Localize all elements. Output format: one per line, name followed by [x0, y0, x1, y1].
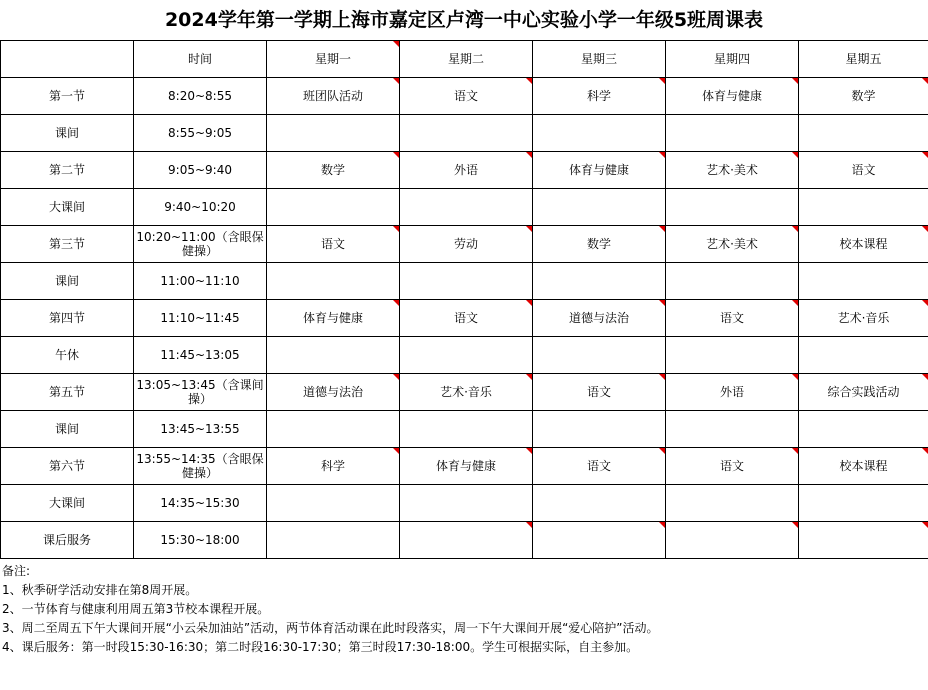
subject-cell[interactable]: 外语	[400, 152, 533, 189]
subject-cell[interactable]	[533, 485, 666, 522]
header-day-cell[interactable]: 星期一	[267, 41, 400, 78]
subject-cell[interactable]: 艺术·美术	[666, 152, 799, 189]
subject-cell[interactable]: 语文	[666, 300, 799, 337]
subject-cell[interactable]: 班团队活动	[267, 78, 400, 115]
subject-cell[interactable]: 科学	[267, 448, 400, 485]
table-row	[1, 78, 928, 115]
subject-cell[interactable]: 语文	[267, 226, 400, 263]
subject-cell[interactable]	[666, 189, 799, 226]
subject-cell[interactable]	[400, 189, 533, 226]
subject-cell[interactable]	[666, 115, 799, 152]
subject-cell[interactable]: 校本课程	[799, 226, 928, 263]
table-row	[1, 226, 928, 263]
subject-cell[interactable]	[666, 522, 799, 559]
time-cell[interactable]: 14:35~15:30	[134, 485, 267, 522]
subject-cell[interactable]	[400, 522, 533, 559]
subject-cell[interactable]	[533, 411, 666, 448]
subject-cell[interactable]: 语文	[533, 448, 666, 485]
table-row	[1, 448, 928, 485]
subject-cell[interactable]	[666, 263, 799, 300]
subject-cell[interactable]	[799, 337, 928, 374]
header-day-cell[interactable]: 星期三	[533, 41, 666, 78]
subject-cell[interactable]: 艺术·美术	[666, 226, 799, 263]
period-cell[interactable]: 第四节	[1, 300, 134, 337]
table-row	[1, 152, 928, 189]
period-cell[interactable]: 课间	[1, 115, 134, 152]
note-item: 1、秋季研学活动安排在第8周开展。	[2, 583, 198, 597]
period-cell[interactable]: 大课间	[1, 485, 134, 522]
subject-cell[interactable]	[400, 411, 533, 448]
subject-cell[interactable]	[533, 337, 666, 374]
time-cell[interactable]: 9:40~10:20	[134, 189, 267, 226]
subject-cell[interactable]	[799, 522, 928, 559]
time-cell[interactable]: 8:55~9:05	[134, 115, 267, 152]
notes-heading: 备注:	[2, 564, 31, 578]
period-cell[interactable]: 第二节	[1, 152, 134, 189]
table-row	[1, 115, 928, 152]
table-row	[1, 522, 928, 559]
period-cell[interactable]: 第五节	[1, 374, 134, 411]
subject-cell[interactable]	[799, 411, 928, 448]
subject-cell[interactable]: 艺术·音乐	[400, 374, 533, 411]
header-row	[1, 41, 928, 78]
header-time-cell[interactable]: 时间	[134, 41, 267, 78]
period-cell[interactable]: 第六节	[1, 448, 134, 485]
time-cell[interactable]: 13:55~14:35（含眼保健操）	[134, 448, 267, 485]
page-title: 2024学年第一学期上海市嘉定区卢湾一中心实验小学一年级5班周课表	[164, 9, 764, 31]
subject-cell[interactable]: 科学	[533, 78, 666, 115]
notes-section	[2, 562, 926, 657]
note-item: 2、一节体育与健康利用周五第3节校本课程开展。	[2, 602, 270, 616]
period-cell[interactable]: 第一节	[1, 78, 134, 115]
time-cell[interactable]: 11:45~13:05	[134, 337, 267, 374]
subject-cell[interactable]	[400, 263, 533, 300]
subject-cell[interactable]: 数学	[267, 152, 400, 189]
subject-cell[interactable]	[533, 522, 666, 559]
header-day-cell[interactable]: 星期四	[666, 41, 799, 78]
subject-cell[interactable]	[533, 189, 666, 226]
time-cell[interactable]: 13:45~13:55	[134, 411, 267, 448]
table-row	[1, 189, 928, 226]
subject-cell[interactable]: 道德与法治	[267, 374, 400, 411]
time-cell[interactable]: 8:20~8:55	[134, 78, 267, 115]
subject-cell[interactable]: 体育与健康	[267, 300, 400, 337]
subject-cell[interactable]	[400, 485, 533, 522]
time-cell[interactable]: 11:10~11:45	[134, 300, 267, 337]
time-cell[interactable]: 13:05~13:45（含课间操）	[134, 374, 267, 411]
note-item: 4、课后服务：第一时段15:30-16:30；第二时段16:30-17:30；第三时段17:30-18:00。学生可根据实际，自主参加。	[2, 640, 639, 654]
period-cell[interactable]: 课间	[1, 411, 134, 448]
header-day-cell[interactable]: 星期二	[400, 41, 533, 78]
subject-cell[interactable]	[400, 115, 533, 152]
subject-cell[interactable]	[267, 263, 400, 300]
subject-cell[interactable]	[799, 115, 928, 152]
time-cell[interactable]: 15:30~18:00	[134, 522, 267, 559]
subject-cell[interactable]: 语文	[666, 448, 799, 485]
subject-cell[interactable]	[666, 485, 799, 522]
subject-cell[interactable]	[533, 115, 666, 152]
subject-cell[interactable]	[267, 337, 400, 374]
subject-cell[interactable]	[533, 263, 666, 300]
note-item: 3、周二至周五下午大课间开展“小云朵加油站”活动，两节体育活动课在此时段落实，周一下午大课间开展“爱心陪护”活动。	[2, 621, 659, 635]
subject-cell[interactable]: 外语	[666, 374, 799, 411]
subject-cell[interactable]	[666, 337, 799, 374]
subject-cell[interactable]: 综合实践活动	[799, 374, 928, 411]
table-row	[1, 300, 928, 337]
table-row	[1, 411, 928, 448]
table-row	[1, 263, 928, 300]
header-blank-cell[interactable]	[1, 41, 134, 78]
period-cell[interactable]: 课后服务	[1, 522, 134, 559]
schedule-table	[0, 40, 928, 559]
subject-cell[interactable]	[799, 263, 928, 300]
subject-cell[interactable]	[400, 337, 533, 374]
table-row	[1, 485, 928, 522]
subject-cell[interactable]: 校本课程	[799, 448, 928, 485]
subject-cell[interactable]	[267, 115, 400, 152]
header-day-cell[interactable]: 星期五	[799, 41, 928, 78]
subject-cell[interactable]: 体育与健康	[400, 448, 533, 485]
subject-cell[interactable]: 体育与健康	[533, 152, 666, 189]
time-cell[interactable]: 11:00~11:10	[134, 263, 267, 300]
subject-cell[interactable]	[267, 522, 400, 559]
subject-cell[interactable]: 道德与法治	[533, 300, 666, 337]
table-row	[1, 374, 928, 411]
subject-cell[interactable]: 艺术·音乐	[799, 300, 928, 337]
table-row	[1, 337, 928, 374]
subject-cell[interactable]	[666, 411, 799, 448]
subject-cell[interactable]	[267, 485, 400, 522]
subject-cell[interactable]	[267, 189, 400, 226]
subject-cell[interactable]: 体育与健康	[666, 78, 799, 115]
subject-cell[interactable]: 语文	[799, 152, 928, 189]
subject-cell[interactable]	[267, 411, 400, 448]
subject-cell[interactable]: 数学	[533, 226, 666, 263]
period-cell[interactable]: 第三节	[1, 226, 134, 263]
period-cell[interactable]: 午休	[1, 337, 134, 374]
subject-cell[interactable]: 语文	[400, 78, 533, 115]
subject-cell[interactable]	[799, 189, 928, 226]
subject-cell[interactable]: 语文	[533, 374, 666, 411]
period-cell[interactable]: 课间	[1, 263, 134, 300]
subject-cell[interactable]	[799, 485, 928, 522]
time-cell[interactable]: 9:05~9:40	[134, 152, 267, 189]
subject-cell[interactable]: 数学	[799, 78, 928, 115]
period-cell[interactable]: 大课间	[1, 189, 134, 226]
subject-cell[interactable]: 劳动	[400, 226, 533, 263]
subject-cell[interactable]: 语文	[400, 300, 533, 337]
time-cell[interactable]: 10:20~11:00（含眼保健操）	[134, 226, 267, 263]
